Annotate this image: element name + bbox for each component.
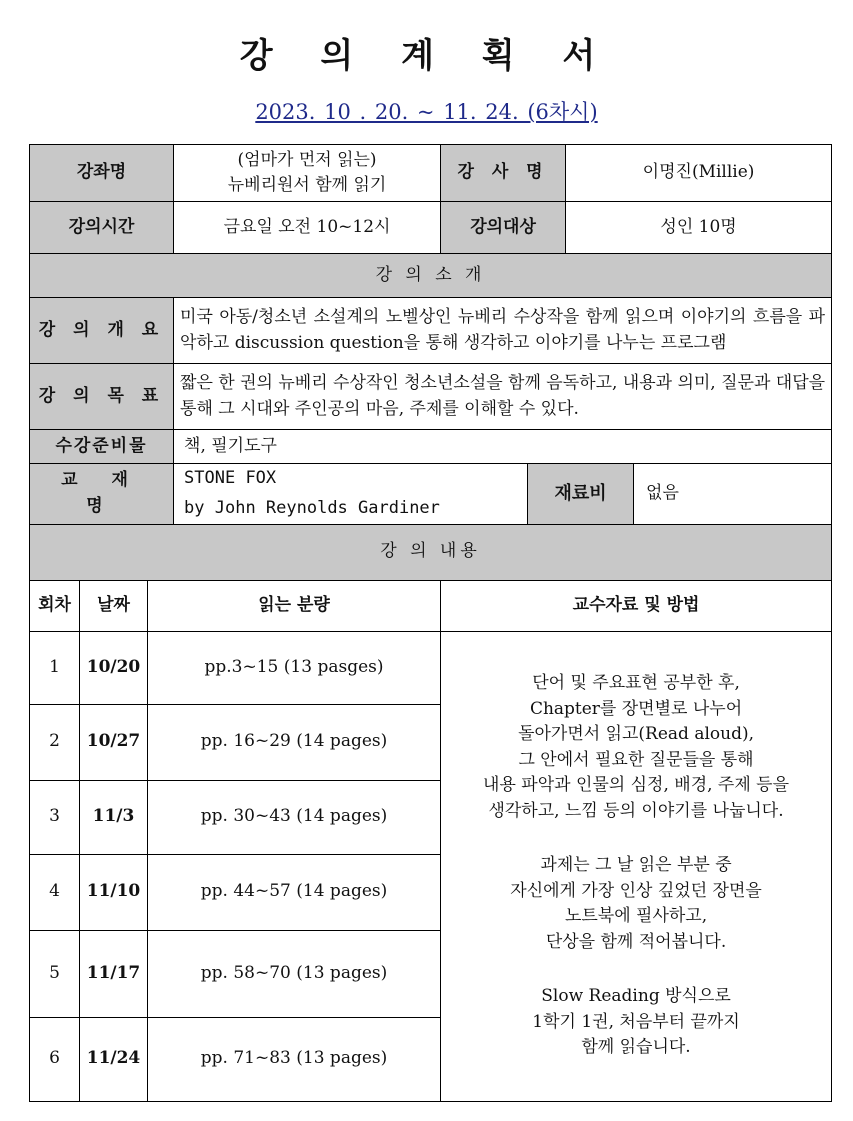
teaching-method: [441, 631, 832, 1101]
method-line: 자신에게 가장 인상 깊었던 장면을: [510, 880, 762, 901]
method-line: 단어 및 주요표현 공부한 후,: [532, 673, 740, 694]
session-number: 5: [30, 930, 80, 1017]
session-number: 1: [30, 631, 80, 704]
method-line: 함께 읽습니다.: [581, 1037, 691, 1058]
info-row-time: [30, 202, 832, 254]
method-paragraph-3: [447, 984, 825, 1061]
course-name-label: 강좌명: [30, 145, 174, 202]
session-reading: pp. 44~57 (14 pages): [148, 854, 441, 930]
method-line: 단상을 함께 적어봅니다.: [545, 931, 727, 952]
method-line: 내용 파악과 인물의 심정, 배경, 주제 등을: [483, 775, 790, 796]
session-reading: pp. 58~70 (13 pages): [148, 930, 441, 1017]
textbook-value: [174, 464, 528, 525]
session-reading: pp.3~15 (13 pasges): [148, 631, 441, 704]
method-line: 노트북에 필사하고,: [564, 906, 708, 927]
method-line: 돌아가면서 읽고(Read aloud),: [518, 724, 755, 745]
session-date: 11/3: [80, 780, 148, 854]
method-line: Slow Reading 방식으로: [541, 986, 731, 1007]
textbook-row: [30, 464, 832, 525]
course-period: 2023. 10 . 20. ~ 11. 24. (6차시): [255, 100, 598, 124]
session-date: 10/27: [80, 704, 148, 780]
info-row-course: [30, 145, 832, 202]
content-section-title: 강 의 내용: [30, 524, 832, 580]
method-line: 1학기 1권, 처음부터 끝까지: [532, 1011, 740, 1032]
method-line: 과제는 그 날 읽은 부분 중: [540, 855, 732, 876]
overview-label: 강 의 개 요: [30, 298, 174, 364]
course-plan-table: [29, 144, 832, 1102]
course-name-line1: (엄마가 먼저 읽는): [237, 149, 377, 170]
goal-row: [30, 364, 832, 430]
method-paragraph-2: [447, 853, 825, 955]
course-name-line2: 뉴베리원서 함께 읽기: [227, 175, 387, 195]
col-date-header: 날짜: [80, 580, 148, 631]
session-date: 10/20: [80, 631, 148, 704]
audience-label: 강의대상: [441, 202, 566, 254]
method-line: 그 안에서 필요한 질문들을 통해: [518, 749, 754, 770]
prep-label: 수강준비물: [30, 430, 174, 464]
time-label: 강의시간: [30, 202, 174, 254]
overview-text: 미국 아동/청소년 소설계의 노벨상인 뉴베리 수상작을 함께 읽으며 이야기의 흐름을 파악하고 discussion question을 통해 생각하고 이야기를 나누는 프로그램: [174, 298, 832, 364]
method-paragraph-1: [447, 671, 825, 824]
session-reading: pp. 16~29 (14 pages): [148, 704, 441, 780]
content-header-row: [30, 580, 832, 631]
material-fee-label: 재료비: [528, 464, 634, 525]
textbook-title: STONE FOX: [184, 468, 277, 488]
prep-row: [30, 430, 832, 464]
prep-value: 책, 필기도구: [174, 430, 832, 464]
textbook-author: by John Reynolds Gardiner: [184, 497, 440, 518]
table-row: [30, 631, 832, 704]
instructor-label: 강 사 명: [441, 145, 566, 202]
instructor-value: 이명진(Millie): [566, 145, 832, 202]
time-value: 금요일 오전 10~12시: [174, 202, 441, 254]
goal-text: 짧은 한 권의 뉴베리 수상작인 청소년소설을 함께 음독하고, 내용과 의미, 질문과 대답을 통해 그 시대와 주인공의 마음, 주제를 이해할 수 있다.: [174, 364, 832, 430]
intro-section-title: 강 의 소 개: [30, 254, 832, 298]
col-reading-header: 읽는 분량: [148, 580, 441, 631]
session-reading: pp. 71~83 (13 pages): [148, 1017, 441, 1101]
session-number: 4: [30, 854, 80, 930]
session-date: 11/10: [80, 854, 148, 930]
audience-value: 성인 10명: [566, 202, 832, 254]
method-line: 생각하고, 느낌 등의 이야기를 나눕니다.: [488, 800, 784, 821]
document-title: 강 의 계 획 서: [239, 36, 614, 76]
overview-row: [30, 298, 832, 364]
col-method-header: 교수자료 및 방법: [441, 580, 832, 631]
textbook-label: 교 재 명: [30, 464, 174, 525]
content-section-row: [30, 524, 832, 580]
course-name-value: [174, 145, 441, 202]
col-session-header: 회차: [30, 580, 80, 631]
session-reading: pp. 30~43 (14 pages): [148, 780, 441, 854]
session-number: 3: [30, 780, 80, 854]
method-line: Chapter를 장면별로 나누어: [529, 698, 743, 719]
session-number: 2: [30, 704, 80, 780]
intro-section-row: [30, 254, 832, 298]
session-number: 6: [30, 1017, 80, 1101]
goal-label: 강 의 목 표: [30, 364, 174, 430]
session-date: 11/24: [80, 1017, 148, 1101]
session-date: 11/17: [80, 930, 148, 1017]
material-fee-value: 없음: [634, 464, 832, 525]
